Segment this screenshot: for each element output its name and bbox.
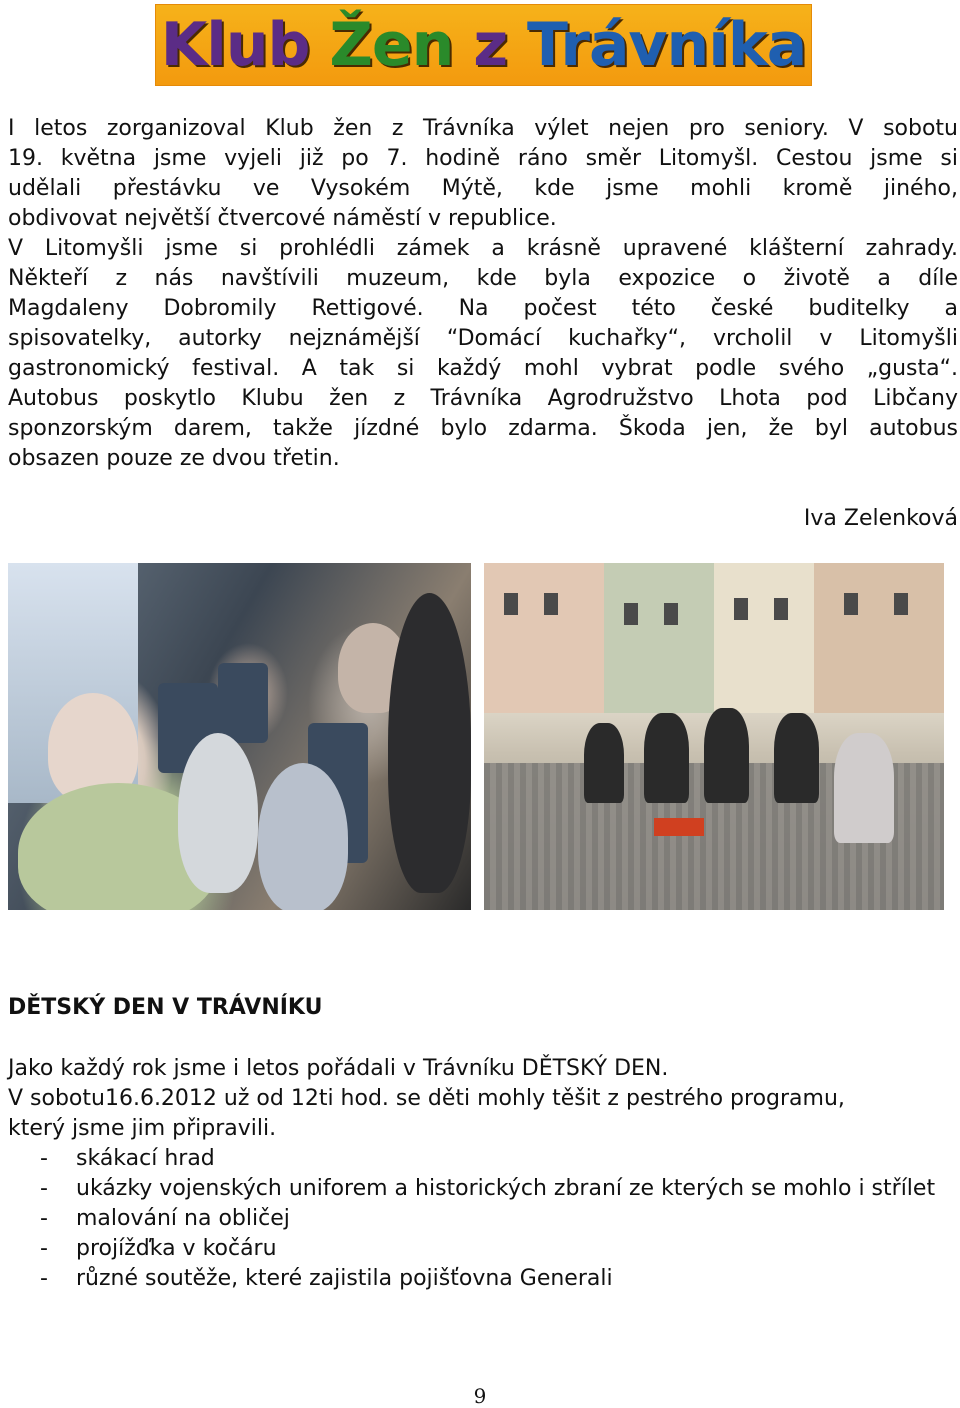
article-line: gastronomický festival. A tak si každý mohl vybrat podle svého „gusta“. [8, 356, 958, 381]
list-item [8, 1144, 958, 1174]
list-item [8, 1264, 958, 1294]
building-facade [604, 563, 714, 713]
list-item [8, 1234, 958, 1264]
intro-line: který jsme jim připravili. [8, 1116, 277, 1141]
trip-article [8, 114, 958, 474]
list-item-text: různé soutěže, které zajistila pojišťovna Generali [76, 1266, 613, 1291]
list-item-text: malování na obličej [76, 1206, 290, 1231]
banner-word-zen: Žen [329, 10, 474, 80]
instrument-case [654, 818, 704, 836]
program-list [8, 1144, 958, 1294]
passenger-coat [178, 733, 258, 893]
building-window [544, 593, 558, 615]
article-line: sponzorským darem, takže jízdné bylo zdarma. Škoda jen, že byl autobus [8, 416, 958, 441]
building-window [664, 603, 678, 625]
intro-line: Jako každý rok jsme i letos pořádali v Trávníku DĚTSKÝ DEN. [8, 1056, 669, 1081]
list-item-text: projížďka v kočáru [76, 1236, 277, 1261]
article-line: 19. května jsme vyjeli již po 7. hodině ráno směr Litomyšl. Cestou jsme si [8, 146, 958, 171]
list-bullet: - [40, 1236, 48, 1261]
article-line: obsazen pouze ze dvou třetin. [8, 446, 340, 471]
building-window [844, 593, 858, 615]
bus-passengers-photo [8, 563, 471, 910]
list-item [8, 1174, 958, 1204]
list-bullet: - [40, 1176, 48, 1201]
banner-word-z: z [473, 10, 528, 80]
section-heading: DĚTSKÝ DEN V TRÁVNÍKU [8, 995, 323, 1020]
musician [704, 708, 749, 803]
article-line: spisovatelky, autorky nejznámější “Domácí kuchařky“, vrcholil v Litomyšli [8, 326, 958, 351]
list-bullet: - [40, 1266, 48, 1291]
musician [834, 733, 894, 843]
banner-word-klub: Klub [160, 10, 330, 80]
article-line: udělali přestávku ve Vysokém Mýtě, kde jsme mohli kromě jiného, [8, 176, 958, 201]
building-window [894, 593, 908, 615]
article-line: obdivovat největší čtvercové náměstí v republice. [8, 206, 557, 231]
musicians-square-photo [484, 563, 944, 910]
article-author: Iva Zelenková [803, 506, 958, 531]
passenger-sweater [258, 763, 348, 910]
banner-title [161, 10, 806, 80]
building-facade [814, 563, 944, 713]
article-line: I letos zorganizoval Klub žen z Trávníka výlet nejen pro seniory. V sobotu [8, 116, 958, 141]
building-facade [714, 563, 814, 713]
building-window [624, 603, 638, 625]
building-facade [484, 563, 604, 713]
bus-seat [218, 663, 268, 743]
article-line: Autobus poskytlo Klubu žen z Trávníka Agrodružstvo Lhota pod Libčany [8, 386, 958, 411]
list-item-text: skákací hrad [76, 1146, 215, 1171]
musician [644, 713, 689, 803]
banner-word-travnika: Trávníka [527, 10, 807, 80]
passenger-jacket [388, 593, 471, 893]
intro-line: V sobotu16.6.2012 už od 12ti hod. se děti mohly těšit z pestrého programu, [8, 1086, 845, 1111]
article-line: V Litomyšli jsme si prohlédli zámek a krásně upravené klášterní zahrady. [8, 236, 958, 261]
musician [774, 713, 819, 803]
list-bullet: - [40, 1146, 48, 1171]
page-number: 9 [473, 1384, 487, 1408]
building-window [774, 598, 788, 620]
musician [584, 723, 624, 803]
article-line: Někteří z nás navštívili muzeum, kde byla expozice o životě a díle [8, 266, 958, 291]
club-banner [155, 4, 812, 86]
building-window [504, 593, 518, 615]
article-line: Magdaleny Dobromily Rettigové. Na počest této české buditelky a [8, 296, 958, 321]
list-bullet: - [40, 1206, 48, 1231]
building-window [734, 598, 748, 620]
list-item [8, 1204, 958, 1234]
list-item-text: ukázky vojenských uniforem a historických zbraní ze kterých se mohlo i střílet [76, 1176, 936, 1201]
childrens-day-intro [8, 1054, 958, 1144]
